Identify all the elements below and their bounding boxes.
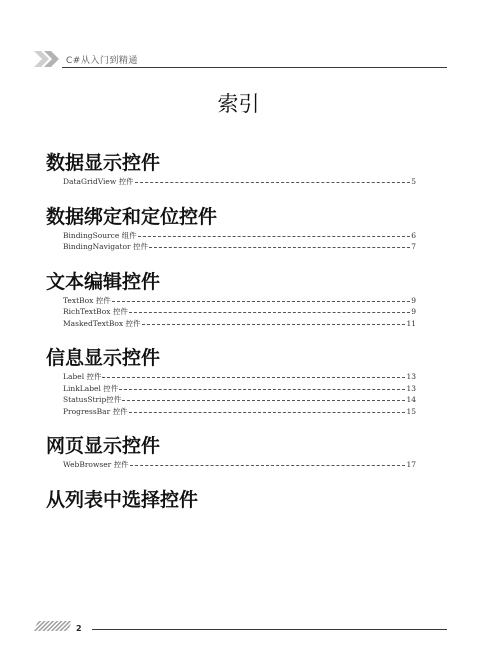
index-content (46, 150, 416, 529)
leader-dots (102, 374, 405, 378)
index-entry (63, 241, 416, 253)
section-title: 网页显示控件 (46, 435, 161, 457)
footer-rule (92, 629, 447, 630)
section-title: 文本编辑控件 (46, 270, 161, 293)
index-entry (63, 459, 416, 471)
entry-page-number: 11 (406, 318, 416, 328)
section-title: 从列表中选择控件 (46, 488, 199, 511)
entry-page-number: 9 (411, 307, 416, 316)
entry-label: BindingNavigator 控件 (63, 242, 149, 251)
entry-page-number: 15 (406, 406, 416, 416)
entry-page-number: 13 (406, 383, 416, 393)
book-title-header: C#从入门到精通 (66, 56, 138, 66)
entry-page-number: 7 (411, 242, 416, 251)
entry-page-number: 17 (406, 460, 416, 469)
leader-dots (112, 298, 410, 302)
entry-page-number: 6 (411, 230, 416, 240)
index-entry-list (63, 459, 416, 471)
index-entry (63, 318, 416, 330)
index-entry (63, 176, 416, 188)
hatched-stripe-icon (34, 618, 74, 634)
chevron-logo-icon (32, 47, 62, 71)
entry-label: MaskedTextBox 控件 (63, 318, 141, 328)
entry-label: DataGridView 控件 (63, 177, 134, 186)
section-title: 数据显示控件 (46, 152, 161, 174)
index-entry (63, 306, 416, 318)
entry-label: WebBrowser 控件 (63, 460, 129, 469)
leader-dots (129, 409, 406, 413)
entry-label: LinkLabel 控件 (63, 383, 119, 393)
index-entry (63, 371, 416, 383)
entry-page-number: 14 (406, 395, 416, 404)
entry-page-number: 9 (411, 295, 416, 305)
entry-label: BindingSource 组件 (63, 230, 137, 240)
entry-page-number: 5 (411, 177, 416, 186)
entry-label: Label 控件 (63, 372, 102, 381)
index-entry-list (63, 230, 416, 253)
page-title: 索引 (217, 92, 260, 116)
index-entry (63, 230, 416, 242)
leader-dots (142, 321, 406, 325)
leader-dots (122, 397, 405, 401)
index-entry (63, 406, 416, 418)
section-title: 数据绑定和定位控件 (46, 205, 218, 228)
index-entry-list (63, 295, 416, 330)
entry-label: ProgressBar 控件 (63, 406, 128, 416)
leader-dots (130, 462, 406, 466)
index-entry-list (63, 176, 416, 188)
leader-dots (119, 386, 405, 390)
index-entry (63, 394, 416, 406)
leader-dots (149, 244, 410, 248)
entry-page-number: 13 (406, 372, 416, 381)
page-number: 2 (76, 624, 82, 633)
index-entry (63, 383, 416, 395)
entry-label: RichTextBox 控件 (63, 307, 128, 316)
leader-dots (135, 179, 411, 183)
index-entry (63, 295, 416, 307)
entry-label: TextBox 控件 (63, 295, 111, 305)
entry-label: StatusStrip控件 (63, 395, 122, 404)
section-title: 信息显示控件 (46, 347, 161, 369)
index-entry-list (63, 371, 416, 417)
leader-dots (129, 309, 410, 313)
header-rule (62, 67, 447, 68)
leader-dots (138, 233, 411, 237)
